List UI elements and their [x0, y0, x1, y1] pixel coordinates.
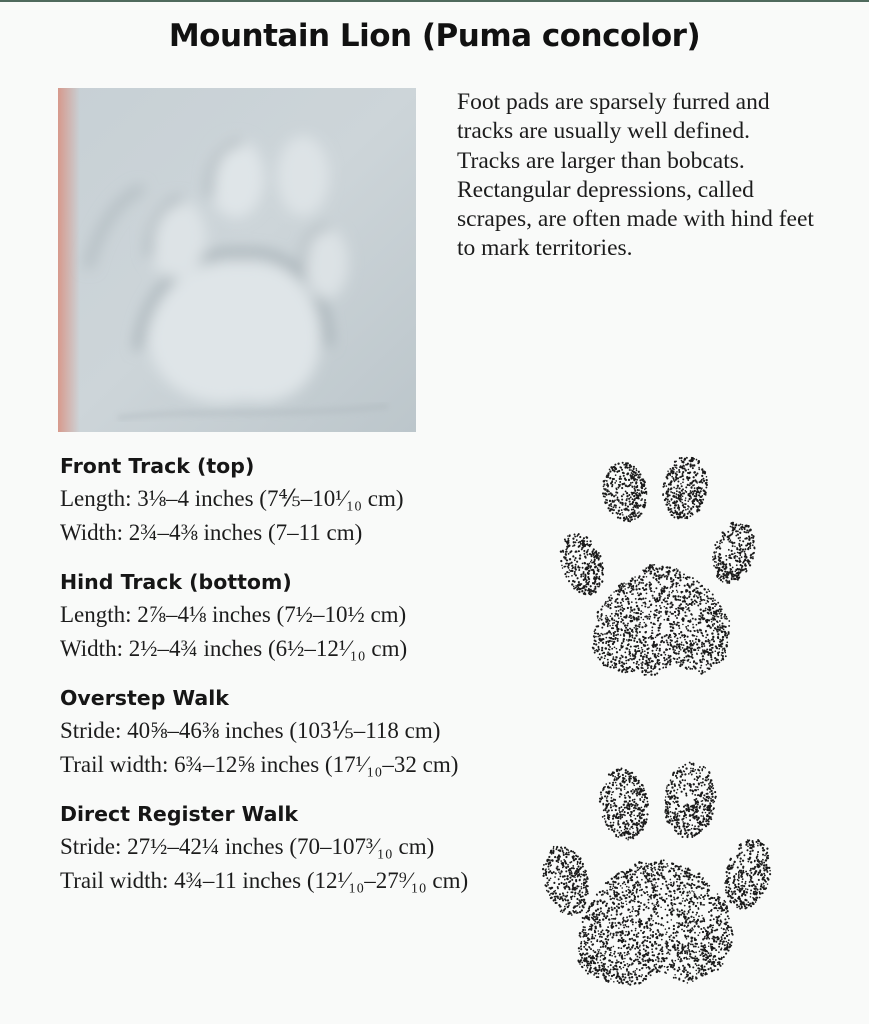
section-heading: Overstep Walk	[60, 686, 229, 710]
page-title: Mountain Lion (Puma concolor)	[168, 18, 701, 54]
hind-track-length: Length: 2⅞–4⅛ inches (7½–10½ cm)	[60, 602, 407, 627]
track-measurements	[60, 450, 540, 914]
front-track-length: Length: 3⅛–4 inches (7⅘–10¹⁄₁₀ cm)	[60, 486, 404, 511]
front-track-width: Width: 2¾–4⅜ inches (7–11 cm)	[60, 520, 363, 545]
species-description: Foot pads are sparsely furred and tracks are usually well defined. Tracks are larger than bobcats. Rectangular depressions, called scrapes, are often made with hind feet to mark territories.	[457, 89, 814, 262]
front-track-section	[60, 450, 540, 550]
track-photo	[58, 88, 416, 432]
direct-register-walk-section	[60, 798, 540, 898]
hind-track-width: Width: 2½–4¾ inches (6½–12¹⁄₁₀ cm)	[60, 636, 408, 661]
direct-register-trail-width: Trail width: 4¾–11 inches (12¹⁄₁₀–27⁹⁄₁₀ cm)	[60, 868, 469, 893]
hind-track-section	[60, 566, 540, 666]
front-track-illustration	[552, 452, 767, 684]
top-accent-rule	[0, 0, 869, 2]
overstep-walk-section	[60, 682, 540, 782]
section-heading: Direct Register Walk	[60, 802, 299, 826]
overstep-trail-width: Trail width: 6¾–12⅝ inches (17¹⁄₁₀–32 cm)	[60, 752, 459, 777]
section-heading: Front Track (top)	[60, 454, 255, 478]
direct-register-stride: Stride: 27½–42¼ inches (70–107³⁄₁₀ cm)	[60, 834, 435, 859]
hind-track-illustration	[538, 752, 778, 992]
overstep-stride: Stride: 40⅝–46⅜ inches (103⅕–118 cm)	[60, 718, 441, 743]
section-heading: Hind Track (bottom)	[60, 570, 292, 594]
